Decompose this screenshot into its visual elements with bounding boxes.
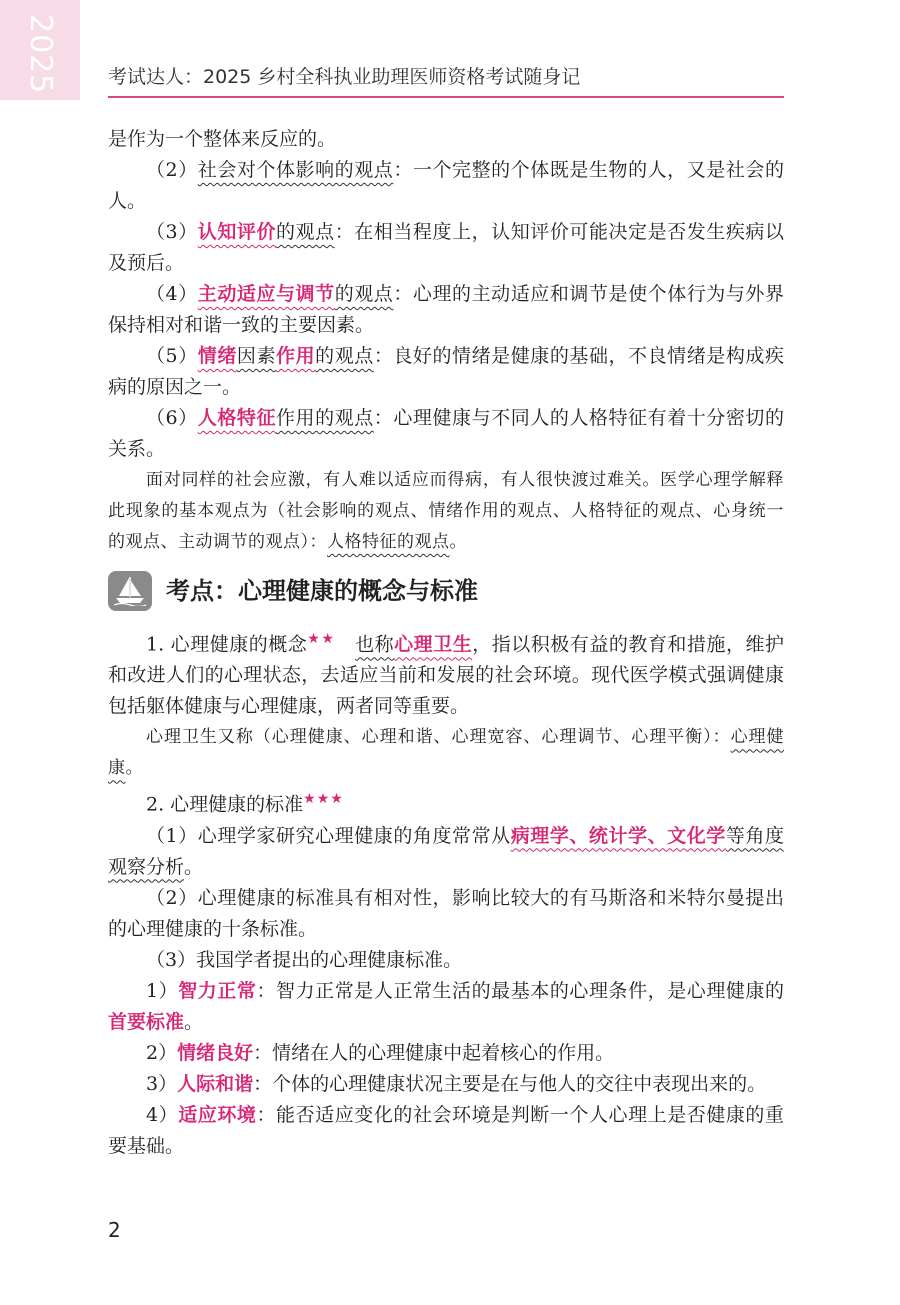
key-term: 人际和谐 <box>177 1072 254 1095</box>
item-number: （2） <box>146 159 198 181</box>
section-title: 考点：心理健康的概念与标准 <box>166 576 478 605</box>
page-content <box>108 124 784 1162</box>
item-number: （6） <box>146 407 198 429</box>
viewpoint-2 <box>108 155 784 217</box>
key-term: 人格特征 <box>197 407 276 429</box>
year-label: 2025 <box>23 14 58 95</box>
standard-2: （2）心理健康的标准具有相对性，影响比较大的有马斯洛和米特尔曼提出的心理健康的十条标准。 <box>108 886 784 940</box>
key-term-suffix: 的观点 <box>334 283 394 305</box>
item-number: 1） <box>146 979 179 1002</box>
item-text: ：在相当程度上，认知评价可能决定是否发生疾病以及预后。 <box>108 221 784 274</box>
item-number: （5） <box>146 345 198 367</box>
item-number: （1） <box>146 824 198 847</box>
question-end: 。 <box>125 758 143 779</box>
key-term: 主动适应与调节 <box>197 283 335 305</box>
concept-paragraph <box>108 624 784 722</box>
year-tab <box>0 0 80 100</box>
item-text: 心理学家研究心理健康的角度常常从 <box>197 824 511 847</box>
question-answer: 心理健康 <box>108 727 785 779</box>
viewpoint-6 <box>108 403 784 465</box>
item-text: ：智力正常是人正常生活的最基本的心理条件，是心理健康的 <box>256 979 784 1002</box>
question-text: 面对同样的社会应激，有人难以适应而得病，有人很快渡过难关。医学心理学解释此现象的基本观点为（社会影响的观点、情绪作用的观点、人格特征的观点、心身统一的观点、主动调节的观点）： <box>108 470 784 552</box>
concept-text: ，指以积极有益的教育和措施，维护和改进人们的心理状态，去适应当前和发展的社会环境。现代医学模式强调健康包括躯体健康与心理健康，两者同等重要。 <box>108 633 784 718</box>
key-term: 首要标准 <box>108 1010 185 1033</box>
key-term-suffix: 的观点 <box>315 345 374 367</box>
key-term-suffix: 作用的观点 <box>276 407 374 429</box>
standard-3: （3）我国学者提出的心理健康标准。 <box>146 948 463 971</box>
item-text: ：良好的情绪是健康的基础，不良情绪是构成疾病的原因之一。 <box>108 345 784 398</box>
practice-question-2 <box>108 722 784 784</box>
question-end: 。 <box>449 532 467 552</box>
paragraph-continuation: 是作为一个整体来反应的。 <box>108 128 337 150</box>
key-term: 情绪良好 <box>177 1041 254 1064</box>
key-term-prefix: 也称 <box>355 633 395 656</box>
item-text: ：能否适应变化的社会环境是判断一个人心理上是否健康的重要基础。 <box>108 1103 784 1157</box>
importance-stars: ★★ <box>307 631 336 647</box>
viewpoint-3 <box>108 217 784 279</box>
key-term: 作用 <box>276 345 316 367</box>
item-text: ：心理健康与不同人的人格特征有着十分密切的关系。 <box>108 407 784 460</box>
standard-item-2 <box>108 1038 784 1069</box>
viewpoint-5 <box>108 341 784 403</box>
standard-heading <box>108 784 784 820</box>
question-text: 心理卫生又称（心理健康、心理和谐、心理宽容、心理调节、心理平衡）： <box>146 727 731 748</box>
item-end: 。 <box>184 855 204 878</box>
item-text: ：个体的心理健康状况主要是在与他人的交往中表现出来的。 <box>253 1072 767 1095</box>
standard-item-3 <box>108 1069 784 1100</box>
key-term: 智力正常 <box>178 979 257 1002</box>
key-term: 情绪 <box>197 345 237 367</box>
item-end: 。 <box>184 1010 204 1033</box>
item-text: ：情绪在人的心理健康中起着核心的作用。 <box>253 1041 615 1064</box>
standard-item-1 <box>108 976 784 1038</box>
item-number: 2） <box>146 1041 178 1064</box>
section-heading <box>108 568 784 614</box>
item-number: （3） <box>146 221 198 243</box>
key-term: 心理卫生 <box>394 633 473 656</box>
question-answer: 人格特征的观点 <box>327 532 450 552</box>
page-number: 2 <box>108 1218 121 1242</box>
key-term-suffix: 等角度观察分析 <box>108 824 784 878</box>
concept-heading: 1. 心理健康的概念 <box>146 633 308 656</box>
key-term-middle: 因素 <box>236 345 277 367</box>
standard-1 <box>108 821 784 883</box>
standard-item-4 <box>108 1100 784 1162</box>
key-term: 认知评价 <box>197 221 276 243</box>
key-term: 病理学、统计学、文化学 <box>510 824 726 847</box>
viewpoint-4 <box>108 279 784 341</box>
standard-heading-text: 2. 心理健康的标准 <box>146 793 304 816</box>
header-rule <box>108 96 784 98</box>
importance-stars: ★★★ <box>303 791 344 808</box>
item-number: （4） <box>146 283 198 305</box>
running-header: 考试达人：2025 乡村全科执业助理医师资格考试随身记 <box>108 66 581 88</box>
key-term-suffix: 的观点 <box>276 221 335 243</box>
practice-question-1 <box>108 465 784 558</box>
ship-icon <box>108 571 152 611</box>
item-text: ：心理的主动适应和调节是使个体行为与外界保持相对和谐一致的主要因素。 <box>108 283 784 336</box>
key-term: 适应环境 <box>178 1103 257 1126</box>
item-number: 3） <box>146 1072 178 1095</box>
item-text: ：一个完整的个体既是生物的人，又是社会的人。 <box>108 159 784 212</box>
item-number: 4） <box>146 1103 179 1126</box>
key-term: 社会对个体影响的观点 <box>197 159 394 181</box>
